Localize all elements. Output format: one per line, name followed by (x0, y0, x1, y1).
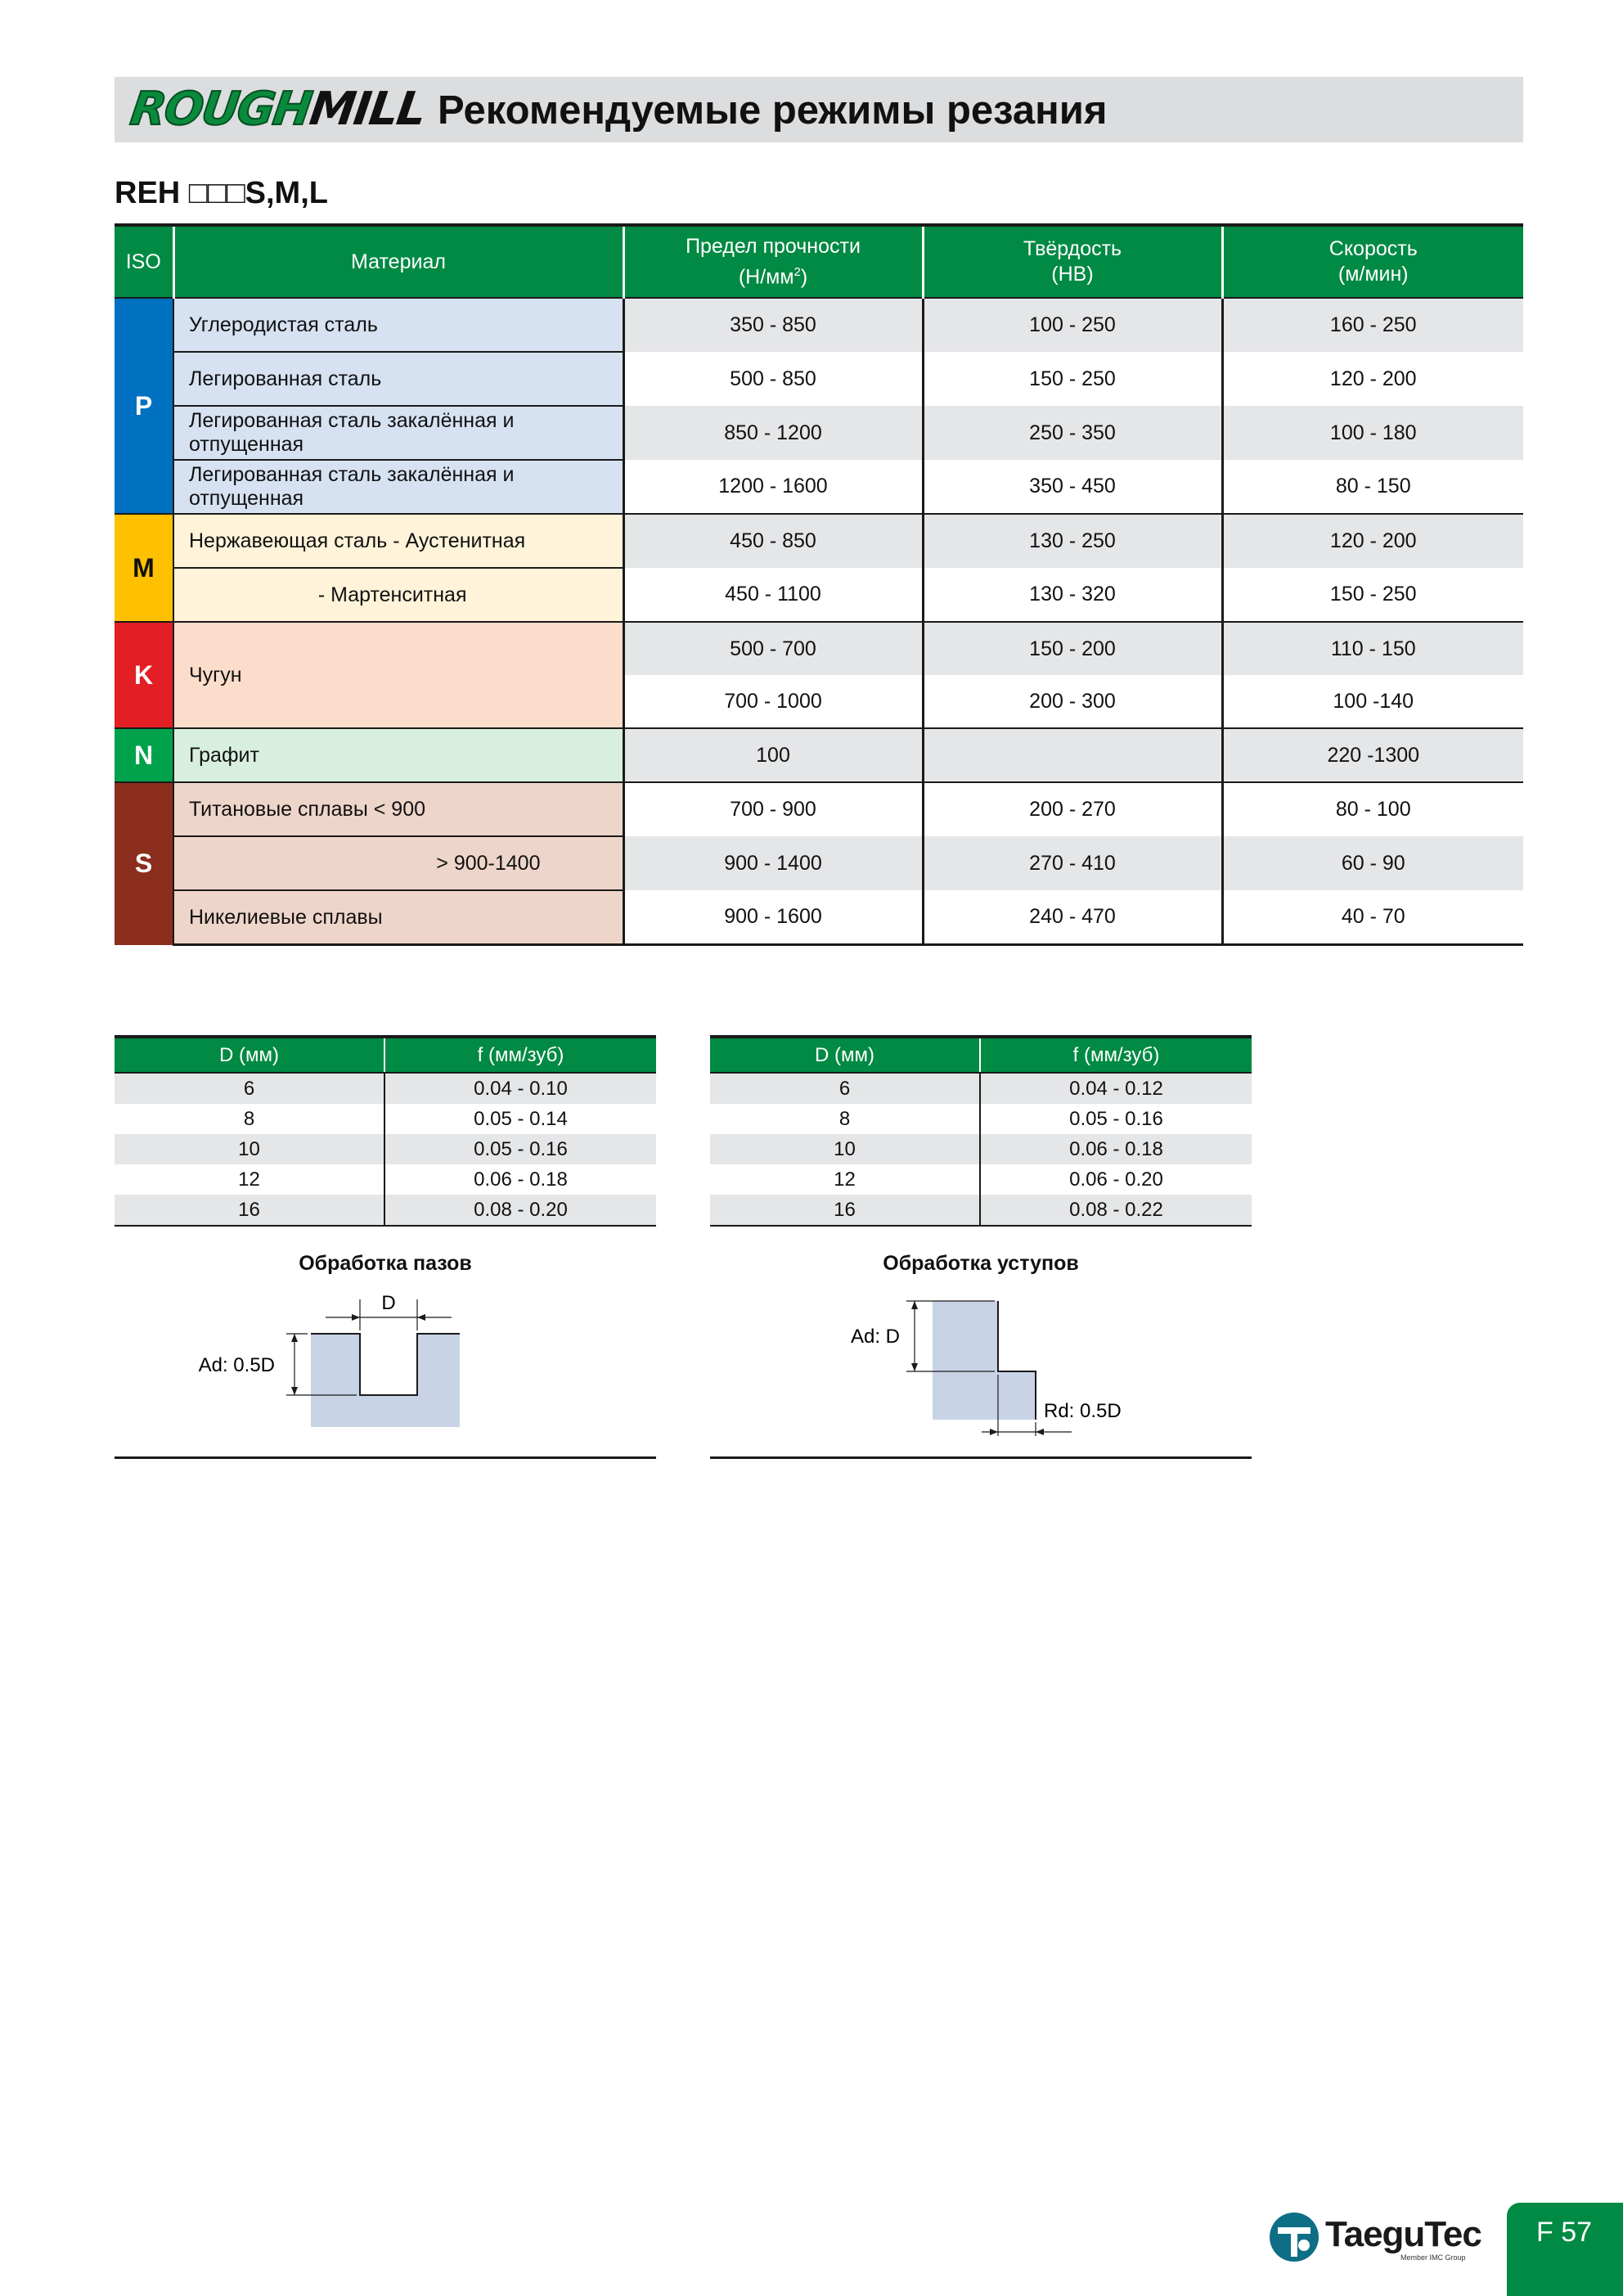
table-row (115, 1195, 656, 1226)
material-cell: Легированная сталь закалённая и отпущенная (173, 460, 623, 514)
strength-cell: 1200 - 1600 (623, 460, 923, 514)
hardness-cell: 130 - 320 (923, 568, 1222, 622)
hardness-cell: 350 - 450 (923, 460, 1222, 514)
iso-badge-n: N (115, 728, 173, 782)
hardness-cell: 270 - 410 (923, 836, 1222, 890)
material-cell: Графит (173, 728, 623, 782)
header-iso: ISO (115, 225, 173, 298)
shoulder-diagram-title: Обработка уступов (883, 1252, 1079, 1275)
iso-badge-k: K (115, 622, 173, 728)
speed-cell: 40 - 70 (1222, 890, 1523, 945)
hardness-cell: 150 - 250 (923, 352, 1222, 406)
speed-cell: 160 - 250 (1222, 298, 1523, 352)
diameter-cell: 10 (710, 1134, 980, 1164)
header-strength: Предел прочности $(Н/мм^2)$ (623, 225, 923, 298)
diameter-cell: 10 (115, 1134, 384, 1164)
table-row (115, 352, 1523, 406)
material-cell: > 900-1400 (173, 836, 623, 890)
speed-cell: 60 - 90 (1222, 836, 1523, 890)
header-diameter: D (мм) (710, 1037, 980, 1073)
speed-cell: 110 - 150 (1222, 622, 1523, 675)
table-row (115, 460, 1523, 514)
page-title: Рекомендуемые режимы резания (438, 88, 1108, 133)
material-cell: - Мартенситная (173, 568, 623, 622)
feed-cell: 0.06 - 0.18 (384, 1164, 656, 1195)
strength-cell: 450 - 850 (623, 514, 923, 568)
strength-cell: 700 - 900 (623, 782, 923, 836)
hardness-cell: 250 - 350 (923, 406, 1222, 460)
feed-cell: 0.04 - 0.12 (980, 1073, 1252, 1104)
iso-badge-m: M (115, 514, 173, 622)
table-row (115, 406, 1523, 460)
speed-cell: 80 - 150 (1222, 460, 1523, 514)
feed-cell: 0.06 - 0.18 (980, 1134, 1252, 1164)
slot-diagram-title: Обработка пазов (299, 1252, 472, 1275)
hardness-cell: 200 - 270 (923, 782, 1222, 836)
shoulder-label-ad: Ad: D (850, 1326, 900, 1348)
feed-cell: 0.08 - 0.22 (980, 1195, 1252, 1226)
strength-cell: 900 - 1400 (623, 836, 923, 890)
speed-cell: 150 - 250 (1222, 568, 1523, 622)
hardness-cell: 130 - 250 (923, 514, 1222, 568)
iso-badge-s: S (115, 782, 173, 945)
slot-label-ad: Ad: 0.5D (198, 1354, 275, 1376)
feed-cell: 0.05 - 0.16 (980, 1104, 1252, 1134)
material-cell: Титановые сплавы < 900 (173, 782, 623, 836)
strength-cell: 500 - 850 (623, 352, 923, 406)
feed-cell: 0.06 - 0.20 (980, 1164, 1252, 1195)
table-row (710, 1073, 1252, 1104)
divider (710, 1456, 1252, 1459)
header-diameter: D (мм) (115, 1037, 384, 1073)
feed-header-row (710, 1037, 1252, 1073)
feed-cell: 0.05 - 0.14 (384, 1104, 656, 1134)
shoulder-diagram (710, 1285, 1252, 1440)
table-row (115, 890, 1523, 945)
table-row (115, 514, 1523, 568)
table-row (115, 298, 1523, 352)
table-row (115, 622, 1523, 675)
material-cell: Никелиевые сплавы (173, 890, 623, 945)
strength-cell: 900 - 1600 (623, 890, 923, 945)
hardness-cell: 100 - 250 (923, 298, 1222, 352)
table-row (115, 1104, 656, 1134)
strength-cell: 850 - 1200 (623, 406, 923, 460)
strength-cell: 700 - 1000 (623, 675, 923, 728)
table-row (115, 782, 1523, 836)
speed-cell: 120 - 200 (1222, 514, 1523, 568)
hardness-cell: 150 - 200 (923, 622, 1222, 675)
diameter-cell: 12 (238, 1168, 260, 1191)
diameter-cell: 16 (115, 1195, 384, 1226)
feed-cell: 0.04 - 0.10 (384, 1073, 656, 1104)
diameter-cell: 6 (710, 1073, 980, 1104)
diameter-cell: 8 (243, 1107, 255, 1130)
table-row (115, 1073, 656, 1104)
table-row (115, 728, 1523, 782)
slot-diagram (115, 1285, 656, 1440)
header-feed: f (мм/зуб) (980, 1037, 1252, 1073)
material-cell: Легированная сталь закалённая и отпущенная (173, 406, 623, 460)
diameter-cell: 12 (834, 1168, 856, 1191)
table-header-row (115, 225, 1523, 298)
speed-cell: 100 - 180 (1222, 406, 1523, 460)
header-hardness: Твёрдость (HB) (923, 225, 1222, 298)
brand-subtitle: Member IMC Group (1400, 2253, 1466, 2262)
roughmill-logo (128, 85, 428, 134)
speed-cell: 80 - 100 (1222, 782, 1523, 836)
material-cell: Углеродистая сталь (173, 298, 623, 352)
feed-table-shoulders (710, 1035, 1252, 1227)
shoulder-workpiece-shape (933, 1301, 1036, 1420)
speed-cell: 220 -1300 (1222, 728, 1523, 782)
logo-part-mill: MILL (306, 83, 429, 136)
table-row (710, 1164, 1252, 1195)
table-row (115, 1164, 656, 1195)
material-cell: Чугун (173, 622, 623, 728)
hardness-cell: 240 - 470 (923, 890, 1222, 945)
header-feed: f (мм/зуб) (384, 1037, 656, 1073)
table-row (710, 1104, 1252, 1134)
table-row (710, 1134, 1252, 1164)
product-code: REH □□□S,M,L (115, 176, 328, 210)
logo-part-rough: ROUGH (127, 83, 314, 136)
speed-cell: 120 - 200 (1222, 352, 1523, 406)
strength-cell: 100 (623, 728, 923, 782)
strength-cell: 350 - 850 (623, 298, 923, 352)
strength-cell: 450 - 1100 (623, 568, 923, 622)
material-cell: Легированная сталь (173, 352, 623, 406)
iso-badge-p: P (115, 298, 173, 514)
feed-table-slots (115, 1035, 656, 1227)
diameter-cell: 8 (838, 1107, 851, 1130)
header-speed: Скорость (м/мин) (1222, 225, 1523, 298)
page-number: F 57 (1536, 2217, 1593, 2248)
speed-cell: 100 -140 (1222, 675, 1523, 728)
table-row (710, 1195, 1252, 1226)
cutting-data-table (115, 223, 1523, 946)
strength-cell: 500 - 700 (623, 622, 923, 675)
material-cell: Нержавеющая сталь - Аустенитная (173, 514, 623, 568)
feed-header-row (115, 1037, 656, 1073)
diameter-cell: 16 (710, 1195, 980, 1226)
table-row (115, 1134, 656, 1164)
divider (115, 1456, 656, 1459)
header-material: Материал (173, 225, 623, 298)
diameter-cell: 6 (115, 1073, 384, 1104)
hardness-cell (923, 728, 1222, 782)
feed-cell: 0.05 - 0.16 (384, 1134, 656, 1164)
table-row (115, 568, 1523, 622)
slot-label-d: D (381, 1292, 396, 1314)
table-row (115, 836, 1523, 890)
shoulder-label-rd: Rd: 0.5D (1044, 1400, 1122, 1422)
feed-cell: 0.08 - 0.20 (384, 1195, 656, 1226)
taegutec-logo-icon (1268, 2209, 1320, 2265)
brand-name: TaeguTec (1325, 2214, 1481, 2254)
slot-workpiece-shape (311, 1334, 460, 1427)
hardness-cell: 200 - 300 (923, 675, 1222, 728)
